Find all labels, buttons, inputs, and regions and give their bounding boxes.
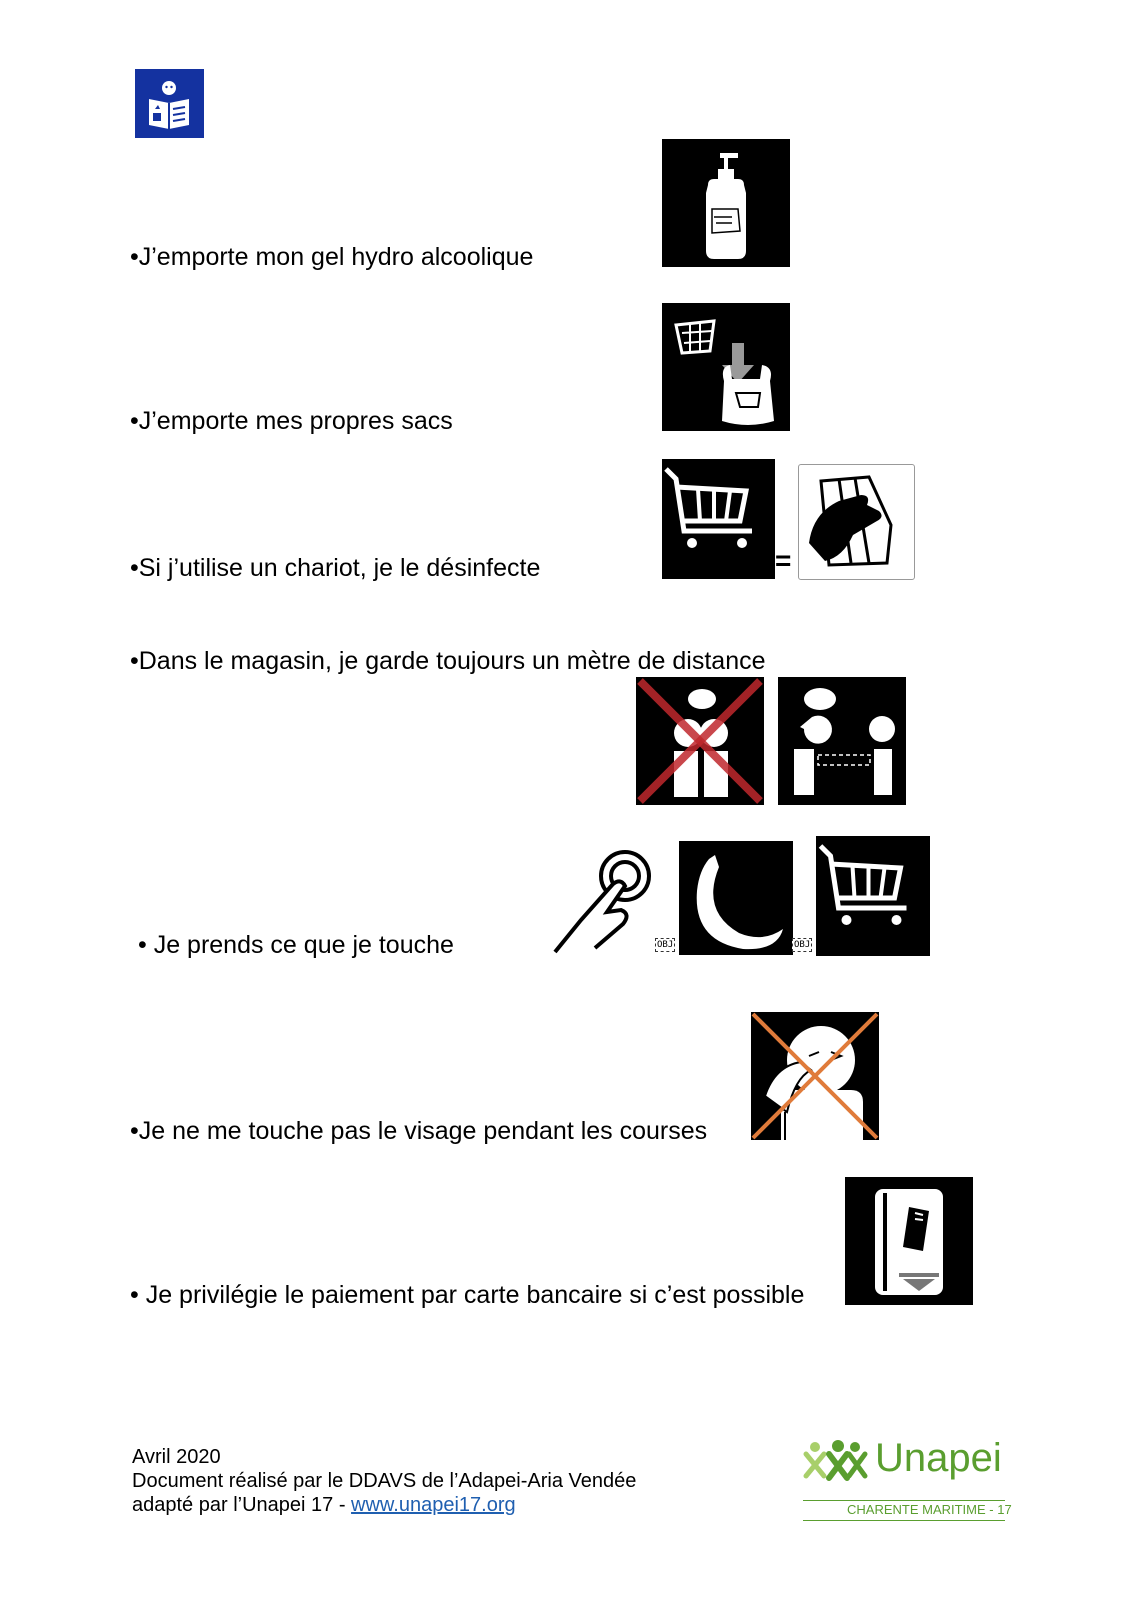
instruction-distance: •Dans le magasin, je garde toujours un mètre de distance: [130, 647, 766, 675]
instruction-cart: •Si j’utilise un chariot, je le désinfecte: [130, 554, 541, 582]
footer-credit: Document réalisé par le DDAVS de l’Adapei-Aria Vendée: [132, 1470, 637, 1492]
instruction-card: • Je privilégie le paiement par carte bancaire si c’est possible: [130, 1281, 805, 1309]
equals-sign: =: [775, 545, 792, 576]
unapei-name: Unapei: [875, 1436, 1002, 1480]
reusable-bag-icon: [662, 303, 790, 431]
banana-icon: [679, 841, 793, 955]
instruction-touch: • Je prends ce que je touche: [138, 931, 454, 959]
obj-label: OBJ: [794, 940, 811, 950]
unapei-subtitle: CHARENTE MARITIME - 17: [847, 1502, 1012, 1517]
disinfect-wipe-icon: [798, 464, 915, 580]
easy-to-read-logo: [135, 69, 204, 138]
keep-distance-icon: [778, 677, 906, 805]
footer-adapted-prefix: adapté par l’Unapei 17 -: [132, 1494, 352, 1516]
no-face-touch-icon: [751, 1012, 879, 1140]
bank-card-icon: [845, 1177, 973, 1305]
shopping-cart-icon: [816, 836, 930, 956]
unapei-figures-icon: [803, 1440, 873, 1482]
footer-adapted: [132, 1493, 636, 1517]
instruction-gel: •J’emporte mon gel hydro alcoolique: [130, 243, 534, 271]
hand-sanitizer-icon: [662, 139, 790, 267]
unapei-divider: [803, 1500, 1005, 1501]
instruction-face: •Je ne me touche pas le visage pendant les courses: [130, 1117, 708, 1145]
instruction-bags: •J’emporte mes propres sacs: [130, 407, 453, 435]
shopping-cart-icon: [662, 459, 775, 579]
no-close-contact-icon: [636, 677, 764, 805]
footer-text: [132, 1445, 636, 1517]
website-link[interactable]: www.unapei17.org: [351, 1494, 516, 1516]
unapei-divider-bottom: [803, 1520, 1005, 1521]
obj-label: OBJ: [657, 940, 674, 950]
unapei-logo: [803, 1436, 1012, 1522]
footer-date: Avril 2020: [132, 1446, 221, 1468]
touch-finger-icon: [551, 848, 656, 956]
